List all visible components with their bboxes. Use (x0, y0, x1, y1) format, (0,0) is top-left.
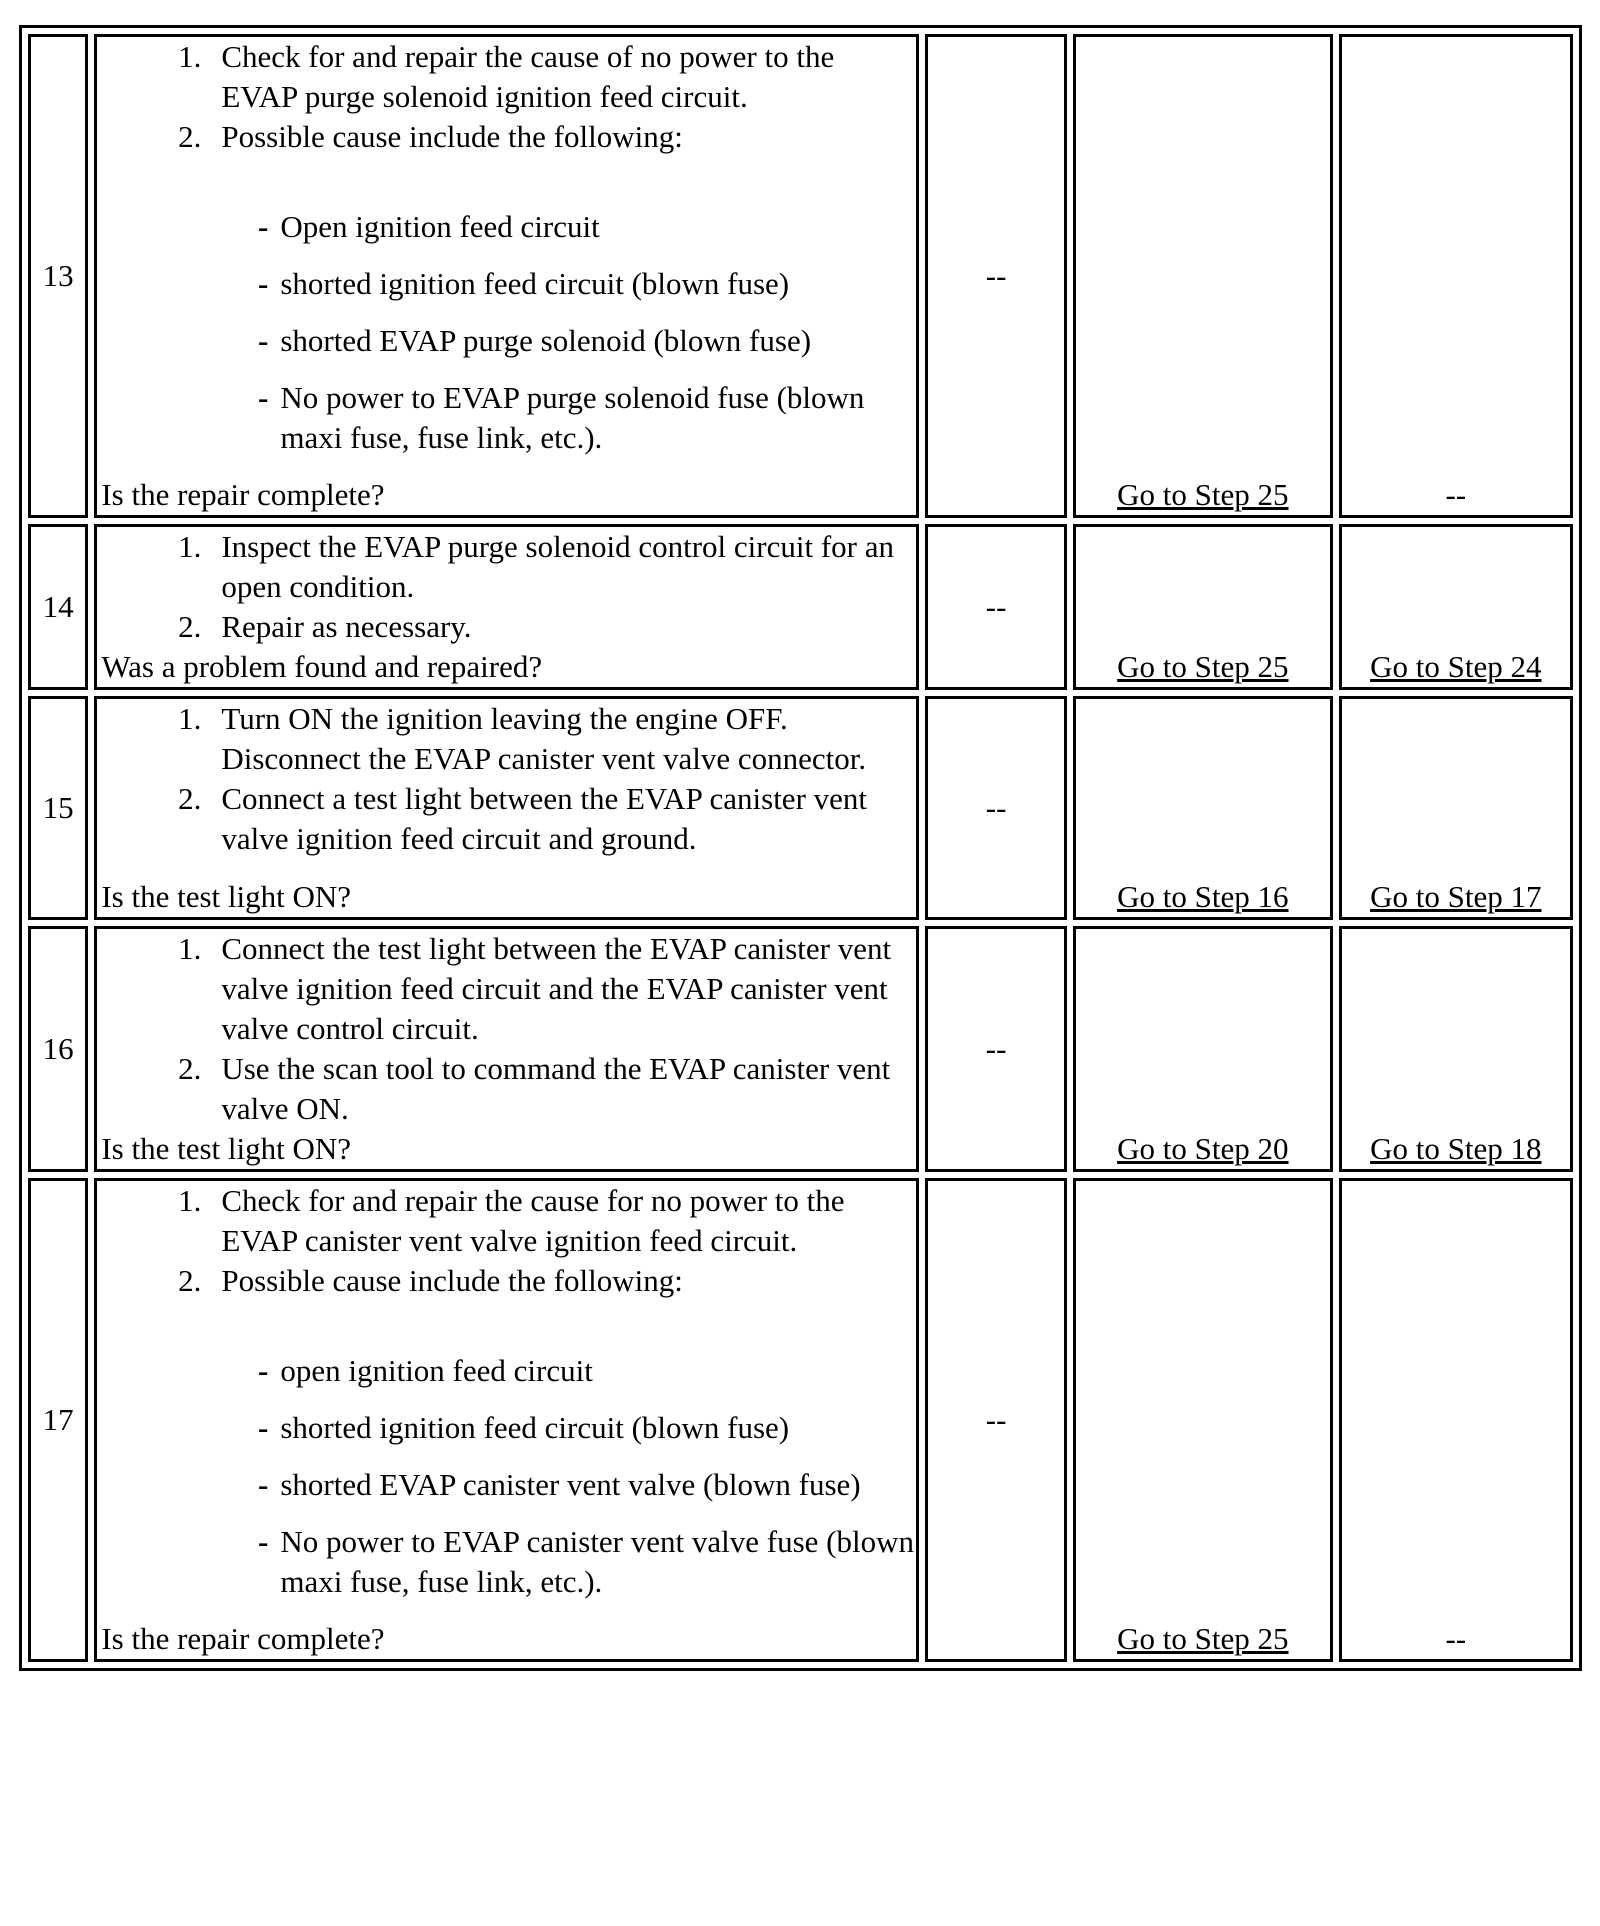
step-question: Is the repair complete? (101, 1621, 385, 1656)
instruction-text: Check for and repair the cause of no power to the EVAP purge solenoid ignition feed circuit. (221, 39, 835, 114)
instruction-text: Possible cause include the following: (221, 119, 683, 154)
value-text: -- (985, 258, 1007, 293)
instruction-text: Use the scan tool to command the EVAP canister vent valve ON. (221, 1051, 891, 1126)
step-number: 15 (42, 790, 74, 825)
table-row (28, 926, 1573, 1172)
instruction-number: 2. (178, 1051, 202, 1086)
no-cell (1339, 1178, 1573, 1662)
dash-bullet-icon: - (258, 1524, 269, 1559)
instruction-number: 1. (178, 529, 202, 564)
step-number: 14 (42, 589, 74, 624)
cause-item (101, 1408, 916, 1448)
possible-causes-list (101, 207, 916, 458)
action-cell (94, 524, 919, 690)
instruction-item (101, 1181, 916, 1261)
instruction-item (101, 1049, 916, 1129)
yes-cell (1073, 34, 1333, 518)
instruction-list (101, 929, 916, 1129)
instruction-number: 2. (178, 119, 202, 154)
cause-text: shorted EVAP purge solenoid (blown fuse) (280, 323, 812, 358)
value-text: -- (985, 1402, 1007, 1437)
yes-action[interactable]: Go to Step 16 (1117, 879, 1289, 914)
instruction-number: 1. (178, 701, 202, 736)
instruction-text: Connect the test light between the EVAP canister vent valve ignition feed circuit and the EVAP canister vent valve control circuit. (221, 931, 892, 1046)
value-cell (925, 1178, 1067, 1662)
no-action: -- (1445, 1621, 1467, 1656)
value-cell (925, 926, 1067, 1172)
no-cell (1339, 926, 1573, 1172)
cause-item (101, 378, 916, 458)
cause-item (101, 264, 916, 304)
value-cell (925, 34, 1067, 518)
no-cell (1339, 34, 1573, 518)
value-text: -- (985, 790, 1007, 825)
value-cell (925, 524, 1067, 690)
instruction-text: Check for and repair the cause for no power to the EVAP canister vent valve ignition feed circuit. (221, 1183, 845, 1258)
no-action[interactable]: Go to Step 24 (1370, 649, 1542, 684)
dash-bullet-icon: - (258, 1410, 269, 1445)
cause-item (101, 1522, 916, 1602)
value-text: -- (985, 1031, 1007, 1066)
yes-action[interactable]: Go to Step 25 (1117, 477, 1289, 512)
table-row (28, 34, 1573, 518)
instruction-number: 2. (178, 609, 202, 644)
yes-cell (1073, 696, 1333, 920)
value-cell (925, 696, 1067, 920)
no-cell (1339, 524, 1573, 690)
instruction-item (101, 607, 916, 647)
instruction-number: 1. (178, 1183, 202, 1218)
cause-text: shorted EVAP canister vent valve (blown fuse) (280, 1467, 861, 1502)
instruction-item (101, 527, 916, 607)
cause-text: No power to EVAP purge solenoid fuse (blown maxi fuse, fuse link, etc.). (280, 380, 865, 455)
instruction-number: 2. (178, 1263, 202, 1298)
step-number-cell (28, 696, 88, 920)
diagnostic-steps-table (19, 25, 1582, 1671)
cause-item (101, 1351, 916, 1391)
step-question: Is the repair complete? (101, 477, 385, 512)
yes-cell (1073, 1178, 1333, 1662)
cause-item (101, 321, 916, 361)
instruction-text: Possible cause include the following: (221, 1263, 683, 1298)
instruction-list (101, 37, 916, 157)
dash-bullet-icon: - (258, 380, 269, 415)
dash-bullet-icon: - (258, 1467, 269, 1502)
no-cell (1339, 696, 1573, 920)
instruction-item (101, 1261, 916, 1301)
no-action[interactable]: Go to Step 17 (1370, 879, 1542, 914)
step-number: 13 (42, 258, 74, 293)
cause-item (101, 207, 916, 247)
instruction-list (101, 527, 916, 647)
action-cell (94, 696, 919, 920)
cause-text: open ignition feed circuit (280, 1353, 593, 1388)
no-action: -- (1445, 477, 1467, 512)
step-number: 17 (42, 1402, 74, 1437)
instruction-text: Inspect the EVAP purge solenoid control circuit for an open condition. (221, 529, 895, 604)
action-cell (94, 926, 919, 1172)
instruction-text: Repair as necessary. (221, 609, 472, 644)
table-row (28, 696, 1573, 920)
instruction-number: 2. (178, 781, 202, 816)
instruction-text: Connect a test light between the EVAP canister vent valve ignition feed circuit and ground. (221, 781, 868, 856)
step-question: Is the test light ON? (101, 1131, 352, 1166)
step-question: Was a problem found and repaired? (101, 649, 543, 684)
dash-bullet-icon: - (258, 323, 269, 358)
step-number-cell (28, 926, 88, 1172)
cause-text: Open ignition feed circuit (280, 209, 600, 244)
action-cell (94, 1178, 919, 1662)
step-number-cell (28, 524, 88, 690)
instruction-text: Turn ON the ignition leaving the engine OFF. Disconnect the EVAP canister vent valve connector. (221, 701, 867, 776)
no-action[interactable]: Go to Step 18 (1370, 1131, 1542, 1166)
instruction-list (101, 1181, 916, 1301)
cause-text: shorted ignition feed circuit (blown fuse) (280, 1410, 790, 1445)
instruction-list (101, 699, 916, 859)
step-question: Is the test light ON? (101, 879, 352, 914)
dash-bullet-icon: - (258, 209, 269, 244)
yes-cell (1073, 524, 1333, 690)
instruction-item (101, 699, 916, 779)
step-number-cell (28, 1178, 88, 1662)
instruction-item (101, 117, 916, 157)
cause-text: No power to EVAP canister vent valve fuse (blown maxi fuse, fuse link, etc.). (280, 1524, 914, 1599)
dash-bullet-icon: - (258, 1353, 269, 1388)
instruction-item (101, 779, 916, 859)
table-row (28, 524, 1573, 690)
instruction-number: 1. (178, 931, 202, 966)
yes-action[interactable]: Go to Step 25 (1117, 1621, 1289, 1656)
yes-action[interactable]: Go to Step 25 (1117, 649, 1289, 684)
cause-item (101, 1465, 916, 1505)
instruction-number: 1. (178, 39, 202, 74)
dash-bullet-icon: - (258, 266, 269, 301)
instruction-item (101, 37, 916, 117)
step-number: 16 (42, 1031, 74, 1066)
value-text: -- (985, 589, 1007, 624)
instruction-item (101, 929, 916, 1049)
yes-action[interactable]: Go to Step 20 (1117, 1131, 1289, 1166)
cause-text: shorted ignition feed circuit (blown fuse) (280, 266, 790, 301)
possible-causes-list (101, 1351, 916, 1602)
step-number-cell (28, 34, 88, 518)
action-cell (94, 34, 919, 518)
yes-cell (1073, 926, 1333, 1172)
table-row (28, 1178, 1573, 1662)
